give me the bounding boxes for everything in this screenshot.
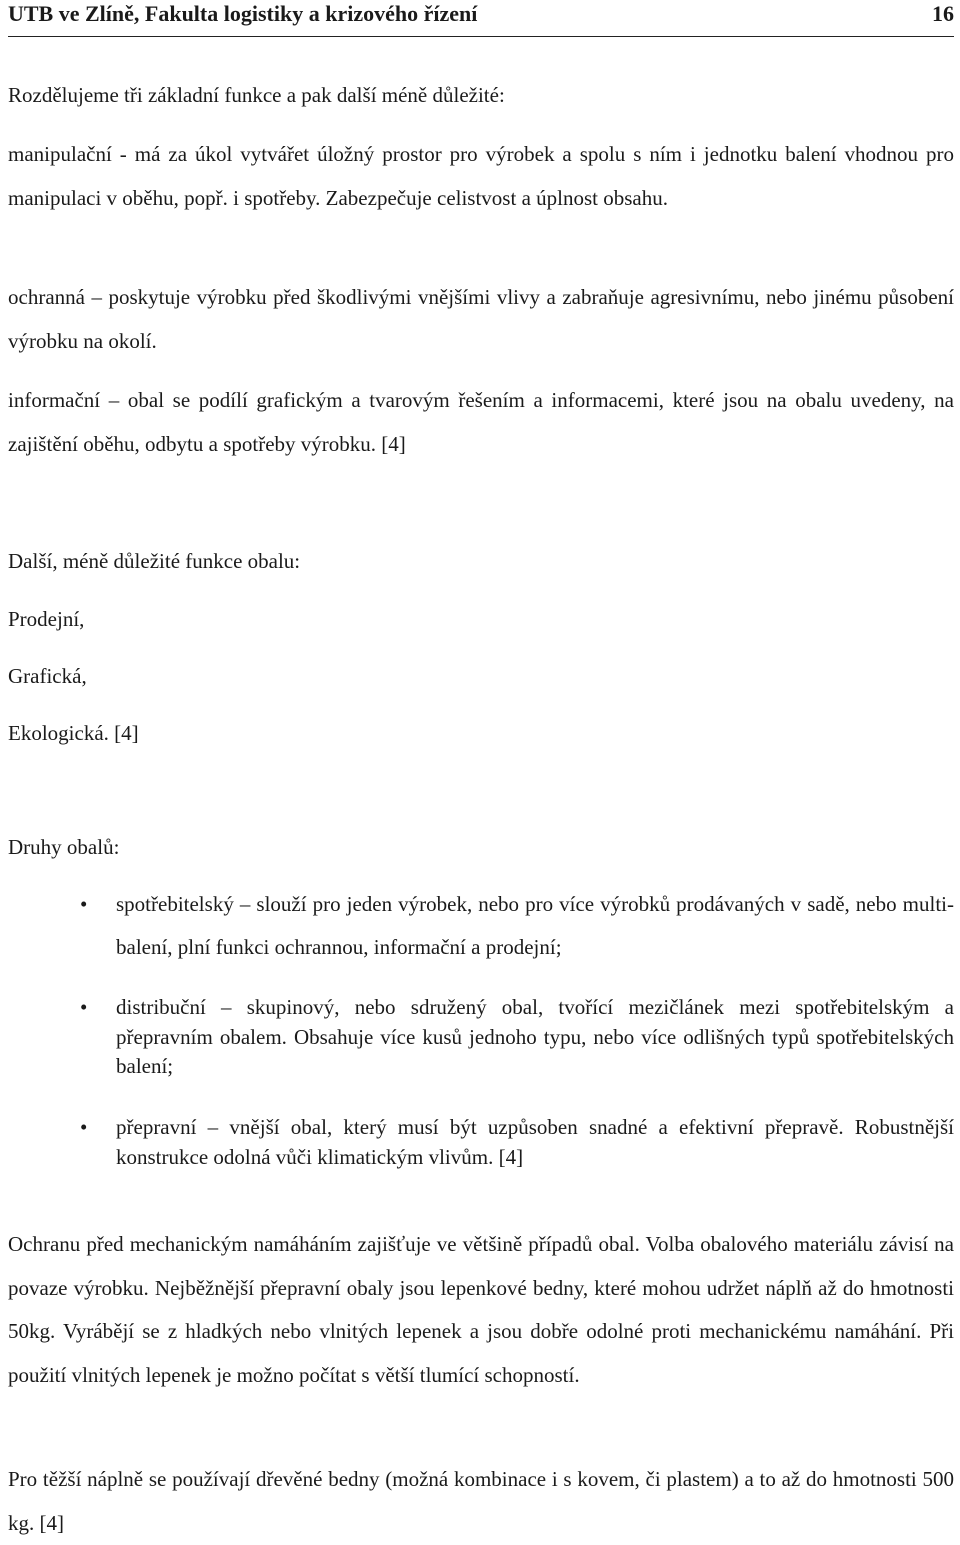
function-graficka: Grafická, (8, 664, 87, 688)
bullet-text-prepravni: přepravní – vnější obal, který musí být uzpůsoben snadné a efektivní přepravě. Robustnější konstrukce odolná vůči klimatickým vlivům. [4] (116, 1115, 954, 1169)
intro-paragraph: Rozdělujeme tři základní funkce a pak další méně důležité: (8, 83, 505, 107)
header-title: UTB ve Zlíně, Fakulta logistiky a krizového řízení (8, 1, 478, 26)
page-header (8, 0, 954, 37)
paragraph-ochranu: Ochranu před mechanickým namáháním zajišťuje ve většině případů obal. Volba obalového materiálu závisí na povaze výrobku. Nejběžnější přepravní obaly jsou lepenkové bedny, které mohou udržet náplň až do hmotnosti 50kg. Vyrábějí se z hladkých nebo vlnitých lepenek a jsou dobře odolné proti mechanickému namáhání. Při použití vlnitých lepenek je možno počítat s větší tlumící schopností. (8, 1232, 954, 1387)
bullet-text-distribucni: distribuční – skupinový, nebo sdružený obal, tvořící mezičlánek mezi spotřebitelským a přepravním obalem. Obsahuje více kusů jednoho typu, nebo více odlišných typů spotřebitelských balení; (116, 995, 954, 1078)
function-ekologicka: Ekologická. [4] (8, 721, 139, 745)
function-prodejni: Prodejní, (8, 607, 85, 631)
druhy-obalu-heading: Druhy obalů: (8, 835, 120, 859)
bullet-icon: • (80, 995, 88, 1019)
paragraph-tezsi: Pro těžší náplně se používají dřevěné bedny (možná kombinace i s kovem, či plastem) a to až do hmotnosti 500 kg. [4] (8, 1467, 954, 1535)
page-number: 16 (932, 1, 954, 26)
bullet-text-spotrebitelsky: spotřebitelský – slouží pro jeden výrobek, nebo pro více výrobků prodávaných v sadě, nebo multi-balení, plní funkci ochrannou, informační a prodejní; (116, 892, 954, 959)
paragraph-manipulacni: manipulační - má za úkol vytvářet úložný prostor pro výrobek a spolu s ním i jednotku balení vhodnou pro manipulaci v oběhu, popř. i spotřeby. Zabezpečuje celistvost a úplnost obsahu. (8, 142, 954, 210)
paragraph-informacni: informační – obal se podílí grafickým a tvarovým řešením a informacemi, které jsou na obalu uvedeny, na zajištění oběhu, odbytu a spotřeby výrobku. [4] (8, 388, 954, 456)
bullet-icon: • (80, 892, 88, 916)
paragraph-ochranna: ochranná – poskytuje výrobku před škodlivými vnějšími vlivy a zabraňuje agresivnímu, nebo jinému působení výrobku na okolí. (8, 285, 954, 353)
bullet-icon: • (80, 1115, 88, 1139)
dalsi-funkce-heading: Další, méně důležité funkce obalu: (8, 549, 301, 573)
